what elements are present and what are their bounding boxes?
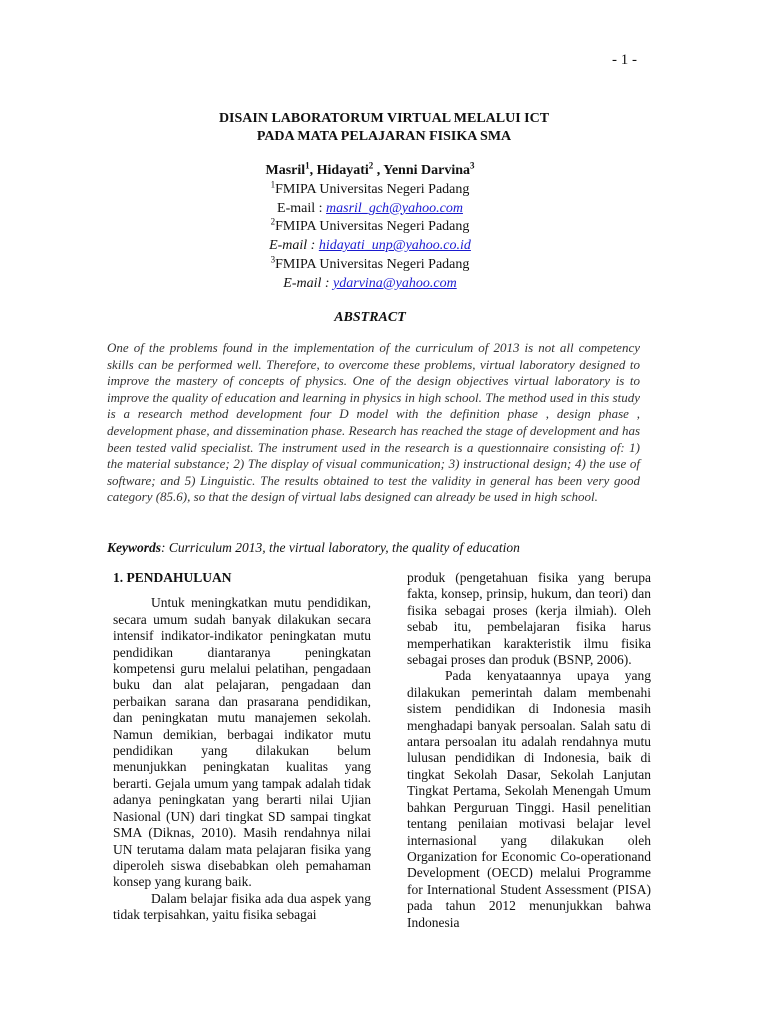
author-name: Yenni Darvina bbox=[383, 163, 470, 178]
author-sup: 3 bbox=[470, 160, 475, 171]
author-name: Masril bbox=[265, 163, 306, 178]
abstract-text: One of the problems found in the implementation of the curriculum of 2013 is not all competency skills can be performed well. Therefore, to overcome these problems, virtual laboratory designed to improve the mastery of concepts of physics. One of the design objectives virtual laboratory is to improve the quality of education and learning in physics in high school. The method used in this study is a research method development four D model with the definition phase , design phase , development phase, and dissemination phase. Research has reached the stage of development and has been tested valid specialist. The instrument used in the research is a questionnaire consisting of: 1) the material substance; 2) The display of visual communication; 3) instructional design; 4) the use of software; and 5) Linguistic. The results obtained to test the validity in general has been very good category (85.6), so that the design of virtual labs designed can already be used in high school. bbox=[107, 340, 640, 505]
title-line-1: DISAIN LABORATORUM VIRTUAL MELALUI ICT bbox=[218, 111, 550, 126]
email-link[interactable]: hidayati_unp@yahoo.co.id bbox=[318, 238, 471, 254]
affiliation bbox=[0, 218, 740, 237]
affiliation-sup: 2 bbox=[270, 216, 276, 227]
paper-title bbox=[0, 110, 768, 146]
affiliation bbox=[0, 181, 740, 200]
affiliation-name: FMIPA Universitas Negeri Padang bbox=[275, 256, 470, 272]
email-line bbox=[0, 237, 740, 256]
email-label: E-mail : bbox=[283, 275, 334, 291]
email-line bbox=[0, 200, 740, 219]
abstract-heading: ABSTRACT bbox=[334, 310, 406, 325]
page-number: - 1 - bbox=[612, 52, 637, 68]
keywords-text: : Curriculum 2013, the virtual laboratory, the quality of education bbox=[161, 540, 520, 555]
keywords bbox=[107, 540, 667, 556]
author-sup: 2 bbox=[368, 160, 374, 171]
paragraph: Dalam belajar fisika ada dua aspek yang tidak terpisahkan, yaitu fisika sebagai bbox=[113, 890, 371, 923]
affiliation-name: FMIPA Universitas Negeri Padang bbox=[275, 219, 470, 235]
affiliation-sup: 1 bbox=[270, 179, 276, 190]
author-sup: 1 bbox=[305, 160, 310, 171]
right-column bbox=[407, 570, 651, 931]
affiliation bbox=[0, 256, 740, 275]
authors-block bbox=[0, 162, 740, 294]
left-column bbox=[113, 570, 371, 924]
author-list bbox=[0, 162, 740, 181]
author-name: Hidayati bbox=[316, 163, 369, 178]
paragraph: produk (pengetahuan fisika yang berupa fakta, konsep, prinsip, hukum, dan teori) dan fisika sebagai proses (kerja ilmiah). Oleh sebab itu, pembelajaran fisika harus memperhatikan karakteristik ilmu fisika sebagai proses dan produk (BSNP, 2006). bbox=[407, 570, 651, 668]
email-link[interactable]: masril_gch@yahoo.com bbox=[326, 200, 463, 216]
email-label: E-mail : bbox=[269, 238, 319, 254]
email-link[interactable]: ydarvina@yahoo.com bbox=[333, 275, 457, 291]
email-line bbox=[0, 275, 740, 294]
author-separator: , bbox=[309, 163, 317, 178]
keywords-label: Keywords bbox=[107, 540, 161, 555]
section-heading: 1. PENDAHULUAN bbox=[113, 570, 232, 585]
affiliation-sup: 3 bbox=[270, 254, 276, 265]
title-line-2: PADA MATA PELAJARAN FISIKA SMA bbox=[256, 129, 512, 144]
paragraph: Untuk meningkatkan mutu pendidikan, secara umum sudah banyak dilakukan secara intensif indikator-indikator peningkatan mutu pendidikan diantaranya peningkatan kompetensi guru melalui pelatihan, pengadaan buku dan alat pelajaran, pengadaan dan perbaikan sarana dan prasarana pendidikan, dan peningkatan mutu manajemen sekolah. Namun demikian, berbagai indikator mutu pendidikan yang dilakukan belum menunjukkan peningkatan kualitas yang berarti. Gejala umum yang tampak adalah tidak adanya peningkatan yang berarti nilai Ujian Nasional (UN) dari tingkat SD sampai tingkat SMA (Diknas, 2010). Masih rendahnya nilai UN terutama dalam mata pelajaran fisika yang diperoleh siswa disebabkan oleh pemahaman konsep yang kurang baik. bbox=[113, 595, 371, 890]
email-label: E-mail : bbox=[277, 200, 327, 216]
affiliation-name: FMIPA Universitas Negeri Padang bbox=[275, 181, 470, 197]
author-separator: , bbox=[373, 163, 384, 178]
paragraph: Pada kenyataannya upaya yang dilakukan pemerintah dalam membenahi sistem pendidikan di Indonesia masih menghadapi banyak persoalan. Salah satu di antara persoalan itu adalah rendahnya mutu lulusan pendidikan di Indonesia, baik di tingkat Sekolah Dasar, Sekolah Lanjutan Tingkat Pertama, Sekolah Menengah Umum bahkan Perguruan Tinggi. Hasil penelitian tentang penilaian motivasi belajar level internasional yang dilakukan oleh Organization for Economic Co-operationand Development (OECD) melalui Programme for International Student Assessment (PISA) pada tahun 2012 menunjukkan bahwa Indonesia bbox=[407, 668, 651, 930]
